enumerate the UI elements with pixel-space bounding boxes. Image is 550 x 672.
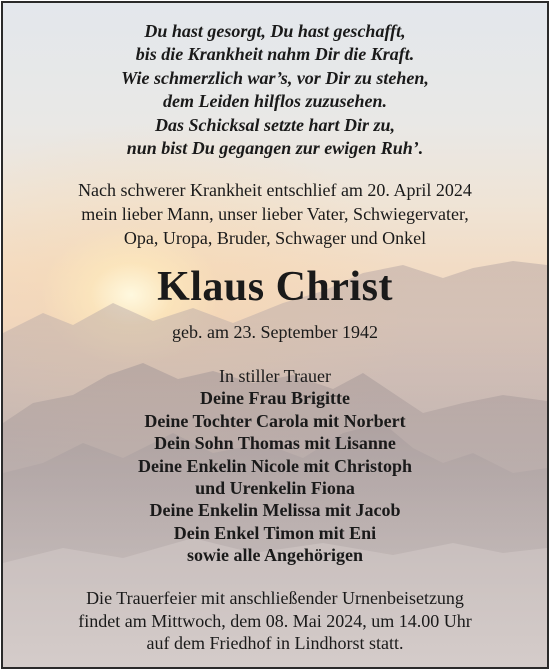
poem-line: Du hast gesorgt, Du hast geschafft, <box>144 21 406 41</box>
poem <box>3 20 547 160</box>
announcement-line: Opa, Uropa, Bruder, Schwager und Onkel <box>123 227 427 248</box>
mourners-list <box>3 365 547 567</box>
obituary-notice <box>1 1 549 669</box>
funeral-line: Die Trauerfeier mit anschließender Urnenbeisetzung <box>86 588 464 608</box>
mourner: Dein Enkel Timon mit Eni <box>173 522 377 543</box>
mourner: sowie alle Angehörigen <box>187 545 363 566</box>
funeral-line: findet am Mittwoch, dem 08. Mai 2024, um 14.00 Uhr <box>78 610 472 631</box>
mourner: Deine Frau Brigitte <box>200 388 350 409</box>
mourner: und Urenkelin Fiona <box>195 478 355 499</box>
poem-line: nun bist Du gegangen zur ewigen Ruh’. <box>126 138 424 159</box>
mourner: Dein Sohn Thomas mit Lisanne <box>154 433 396 454</box>
mourner: Deine Enkelin Melissa mit Jacob <box>149 500 401 521</box>
mourner: Deine Tochter Carola mit Norbert <box>144 410 406 431</box>
poem-line: dem Leiden hilflos zuzusehen. <box>162 91 388 112</box>
mourner: Deine Enkelin Nicole mit Christoph <box>137 455 412 476</box>
deceased-name: Klaus Christ <box>157 264 393 310</box>
poem-line: bis die Krankheit nahm Dir die Kraft. <box>135 44 415 65</box>
announcement-line: Nach schwerer Krankheit entschlief am 20. April 2024 <box>78 180 472 200</box>
death-announcement <box>3 179 547 250</box>
birth-date: geb. am 23. September 1942 <box>172 322 378 342</box>
mourners-lead: In stiller Trauer <box>219 366 331 386</box>
funeral-line: auf dem Friedhof in Lindhorst statt. <box>146 633 404 654</box>
announcement-line: mein lieber Mann, unser lieber Vater, Schwiegervater, <box>81 203 469 224</box>
funeral-info <box>3 587 547 655</box>
poem-line: Wie schmerzlich war’s, vor Dir zu stehen, <box>121 67 429 88</box>
poem-line: Das Schicksal setzte hart Dir zu, <box>154 114 396 135</box>
